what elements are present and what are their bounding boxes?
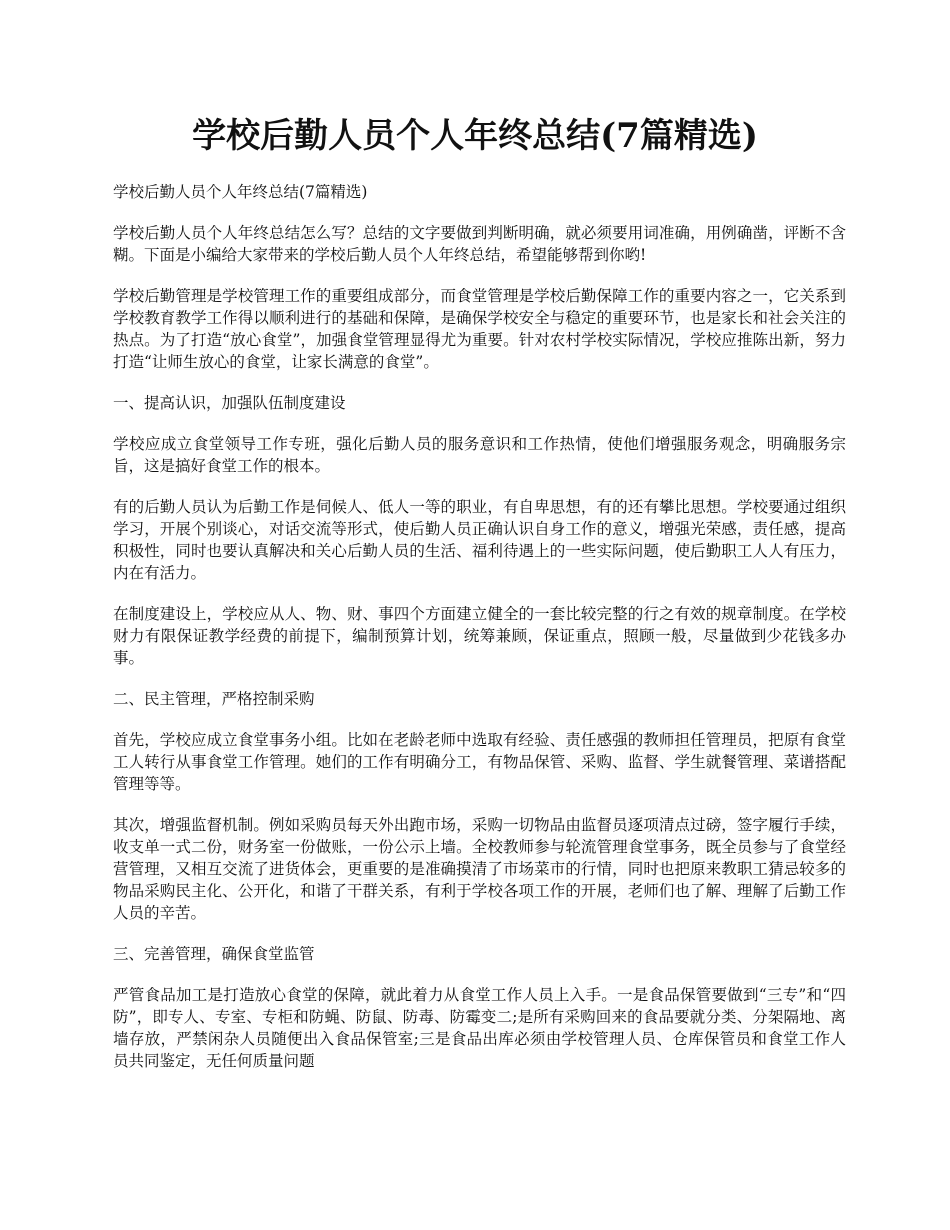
body-paragraph: 严管食品加工是打造放心食堂的保障，就此着力从食堂工作人员上入手。一是食品保管要做到“三专”和“四防”，即专人、专室、专柜和防蝇、防鼠、防毒、防霉变二;是所有采购回来的食品要就分类、分架隔地、离墙存放，严禁闲杂人员随便出入食品保管室;三是食品出库必须由学校管理人员、仓库保管员和食堂工作人员共同鉴定，无任何质量问题 [113, 986, 846, 1070]
document-body [113, 181, 846, 1072]
section-heading: 一、提高认识，加强队伍制度建设 [113, 394, 346, 412]
body-paragraph: 学校应成立食堂领导工作专班，强化后勤人员的服务意识和工作热情，使他们增强服务观念，明确服务宗旨，这是搞好食堂工作的根本。 [113, 435, 846, 475]
intro-paragraph: 学校后勤人员个人年终总结怎么写？总结的文字要做到判断明确，就必须要用词准确，用例确凿，评断不含糊。下面是小编给大家带来的学校后勤人员个人年终总结，希望能够帮到你哟! [113, 224, 846, 264]
body-paragraph: 有的后勤人员认为后勤工作是伺候人、低人一等的职业，有自卑思想，有的还有攀比思想。学校要通过组织学习，开展个别谈心，对话交流等形式，使后勤人员正确认识自身工作的意义，增强光荣感，责任感，提高积极性，同时也要认真解决和关心后勤人员的生活、福利待遇上的一些实际问题，使后勤职工人人有压力，内在有活力。 [113, 498, 846, 582]
section-heading: 三、完善管理，确保食堂监管 [113, 945, 315, 963]
section-heading: 二、民主管理，严格控制采购 [113, 690, 315, 708]
document-title: 学校后勤人员个人年终总结(7篇精选) [192, 116, 758, 156]
body-paragraph: 学校后勤管理是学校管理工作的重要组成部分，而食堂管理是学校后勤保障工作的重要内容之一，它关系到学校教育教学工作得以顺利进行的基础和保障，是确保学校安全与稳定的重要环节，也是家长和社会关注的热点。为了打造“放心食堂”，加强食堂管理显得尤为重要。针对农村学校实际情况，学校应推陈出新，努力打造“让师生放心的食堂，让家长满意的食堂”。 [113, 287, 846, 371]
body-paragraph: 首先，学校应成立食堂事务小组。比如在老龄老师中选取有经验、责任感强的教师担任管理员，把原有食堂工人转行从事食堂工作管理。她们的工作有明确分工，有物品保管、采购、监督、学生就餐管理、菜谱搭配管理等等。 [113, 731, 846, 793]
body-paragraph: 在制度建设上，学校应从人、物、财、事四个方面建立健全的一套比较完整的行之有效的规章制度。在学校财力有限保证教学经费的前提下，编制预算计划，统筹兼顾，保证重点，照顾一般，尽量做到少花钱多办事。 [113, 605, 846, 667]
body-paragraph: 其次，增强监督机制。例如采购员每天外出跑市场，采购一切物品由监督员逐项清点过磅，签字履行手续，收支单一式二份，财务室一份做账，一份公示上墙。全校教师参与轮流管理食堂事务，既全员参与了食堂经营管理，又相互交流了进货体会，更重要的是准确摸清了市场菜市的行情，同时也把原来教职工猜忌较多的物品采购民主化、公开化，和谐了干群关系，有利于学校各项工作的开展，老师们也了解、理解了后勤工作人员的辛苦。 [113, 816, 846, 922]
subtitle-paragraph: 学校后勤人员个人年终总结(7篇精选) [113, 183, 368, 201]
